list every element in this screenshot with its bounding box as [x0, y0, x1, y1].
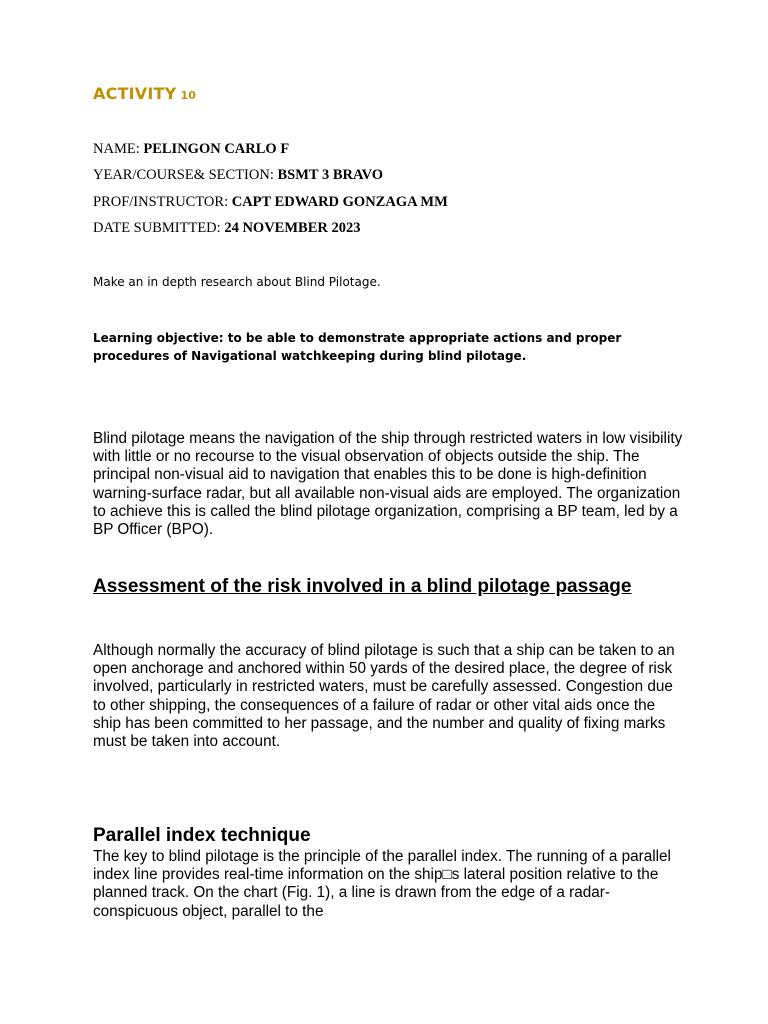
activity-label: ACTIVITY [93, 84, 177, 103]
name-line [93, 141, 289, 158]
parallel-index-paragraph: The key to blind pilotage is the principle of the parallel index. The running of a parallel index line provides real-time information on the ship□s lateral position relative to the planned track. On the chart (Fig. 1), a line is drawn from the edge of a radar-conspicuous object, parallel to the [93, 848, 671, 920]
course-label: YEAR/COURSE& SECTION: [93, 167, 274, 183]
risk-assessment-paragraph: Although normally the accuracy of blind pilotage is such that a ship can be taken to an open anchorage and anchored within 50 yards of the desired place, the degree of risk involved, particularly in restricted waters, must be carefully assessed. Congestion due to other shipping, the consequences of a failure of radar or other vital aids once the ship has been committed to her passage, and the number and quality of fixing marks must be taken into account. [93, 642, 675, 751]
activity-title [93, 84, 196, 103]
prof-value: CAPT EDWARD GONZAGA MM [231, 194, 448, 210]
activity-number: 10 [180, 89, 197, 102]
section-heading-risk-assessment: Assessment of the risk involved in a blind pilotage passage [93, 576, 632, 597]
prof-line [93, 194, 448, 211]
learning-objective: Learning objective: to be able to demonstrate appropriate actions and proper procedures of Navigational watchkeeping during blind pilotage. [93, 331, 622, 363]
name-value: PELINGON CARLO F [143, 141, 290, 157]
date-value: 24 NOVEMBER 2023 [224, 220, 361, 236]
date-line [93, 220, 360, 237]
date-label: DATE SUBMITTED: [93, 220, 221, 236]
intro-paragraph: Blind pilotage means the navigation of the ship through restricted waters in low visibility with little or no recourse to the visual observation of objects outside the ship. The principal non-visual aid to navigation that enables this to be done is high-definition warning-surface radar, but all available non-visual aids are employed. The organization to achieve this is called the blind pilotage organization, comprising a BP team, led by a BP Officer (BPO). [93, 430, 683, 539]
name-label: NAME: [93, 141, 140, 157]
course-value: BSMT 3 BRAVO [277, 167, 384, 183]
instruction-text: Make an in depth research about Blind Pilotage. [93, 275, 381, 289]
section-heading-parallel-index: Parallel index technique [93, 825, 311, 846]
course-line [93, 167, 383, 184]
prof-label: PROF/INSTRUCTOR: [93, 194, 229, 210]
